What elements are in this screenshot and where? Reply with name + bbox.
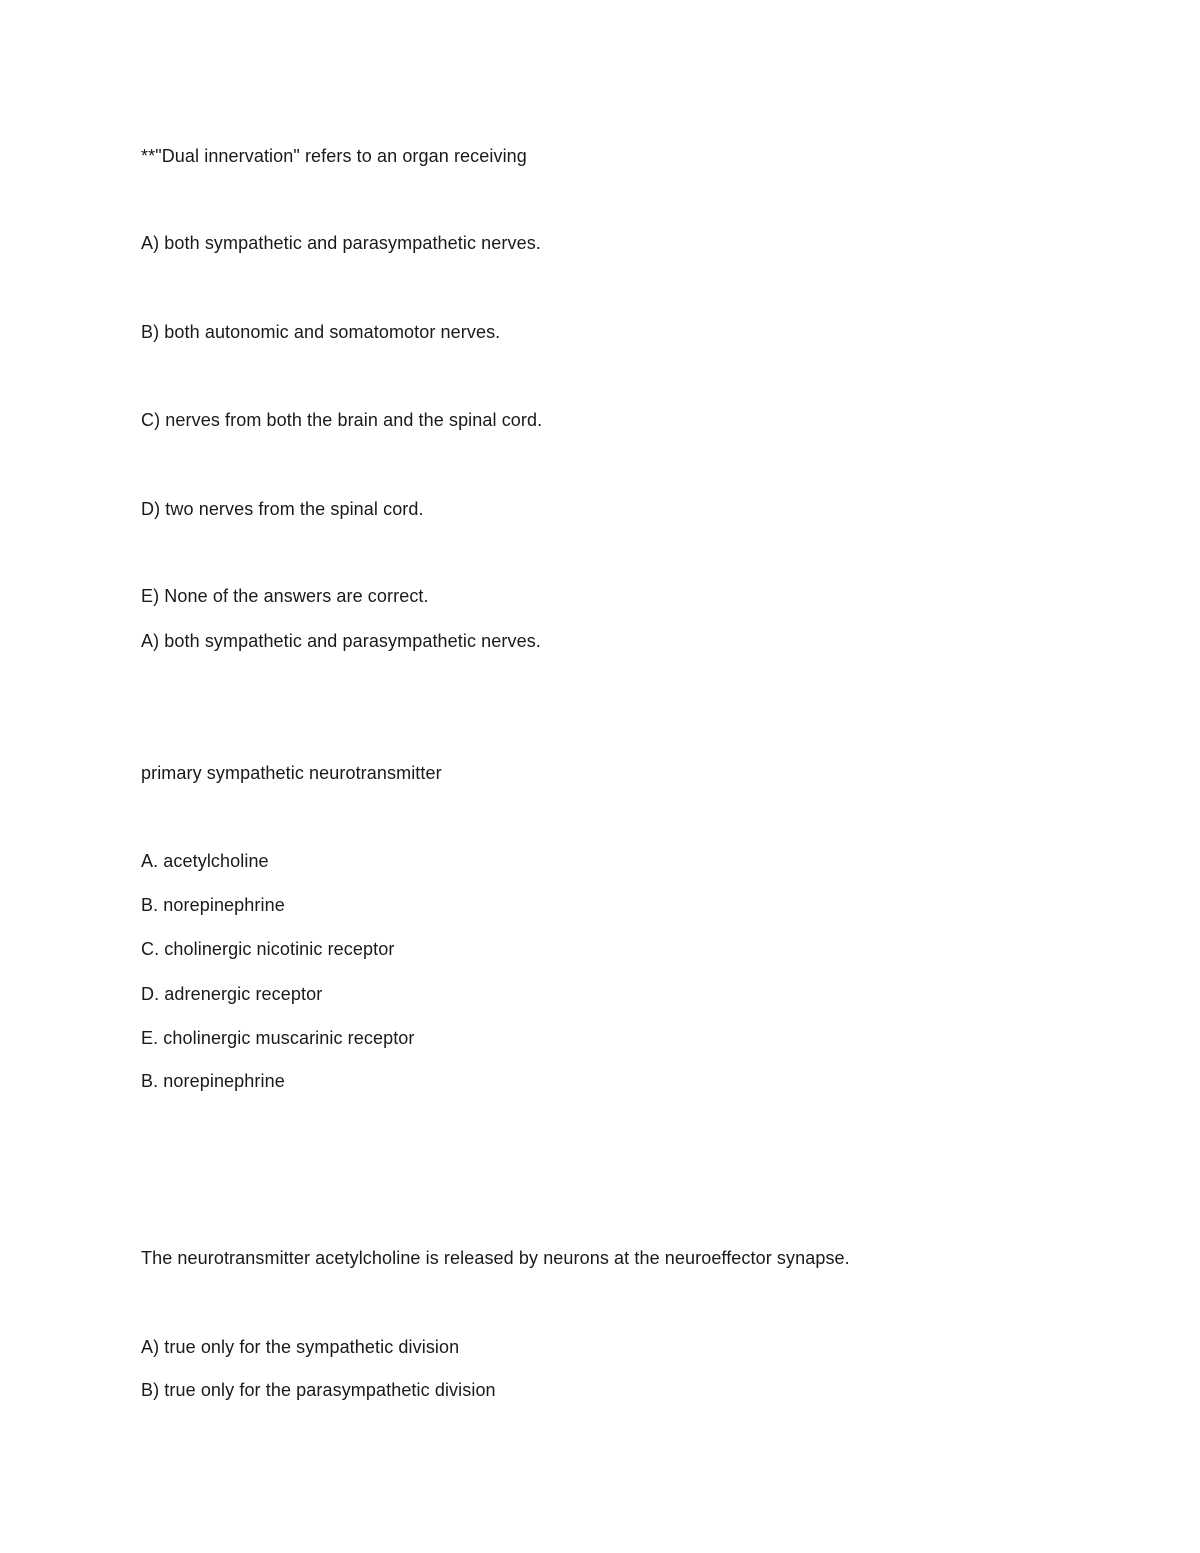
question-1-stem: **"Dual innervation" refers to an organ receiving [141, 146, 527, 166]
question-1-option-e: E) None of the answers are correct. [141, 586, 429, 606]
question-2-option-d: D. adrenergic receptor [141, 984, 323, 1004]
question-1-option-a: A) both sympathetic and parasympathetic nerves. [141, 233, 541, 253]
question-2-stem: primary sympathetic neurotransmitter [141, 763, 442, 783]
question-3-stem: The neurotransmitter acetylcholine is released by neurons at the neuroeffector synapse. [141, 1248, 850, 1268]
question-2-option-e: E. cholinergic muscarinic receptor [141, 1028, 415, 1048]
question-2-option-a: A. acetylcholine [141, 851, 269, 871]
question-1-option-d: D) two nerves from the spinal cord. [141, 499, 424, 519]
question-1-option-b: B) both autonomic and somatomotor nerves. [141, 322, 501, 342]
question-1-option-c: C) nerves from both the brain and the spinal cord. [141, 410, 543, 430]
question-3-option-b: B) true only for the parasympathetic division [141, 1380, 496, 1400]
question-1-answer: A) both sympathetic and parasympathetic nerves. [141, 631, 541, 651]
question-2-option-b: B. norepinephrine [141, 895, 285, 915]
question-2-answer: B. norepinephrine [141, 1071, 285, 1091]
question-3-option-a: A) true only for the sympathetic division [141, 1337, 460, 1357]
question-2-option-c: C. cholinergic nicotinic receptor [141, 939, 395, 959]
